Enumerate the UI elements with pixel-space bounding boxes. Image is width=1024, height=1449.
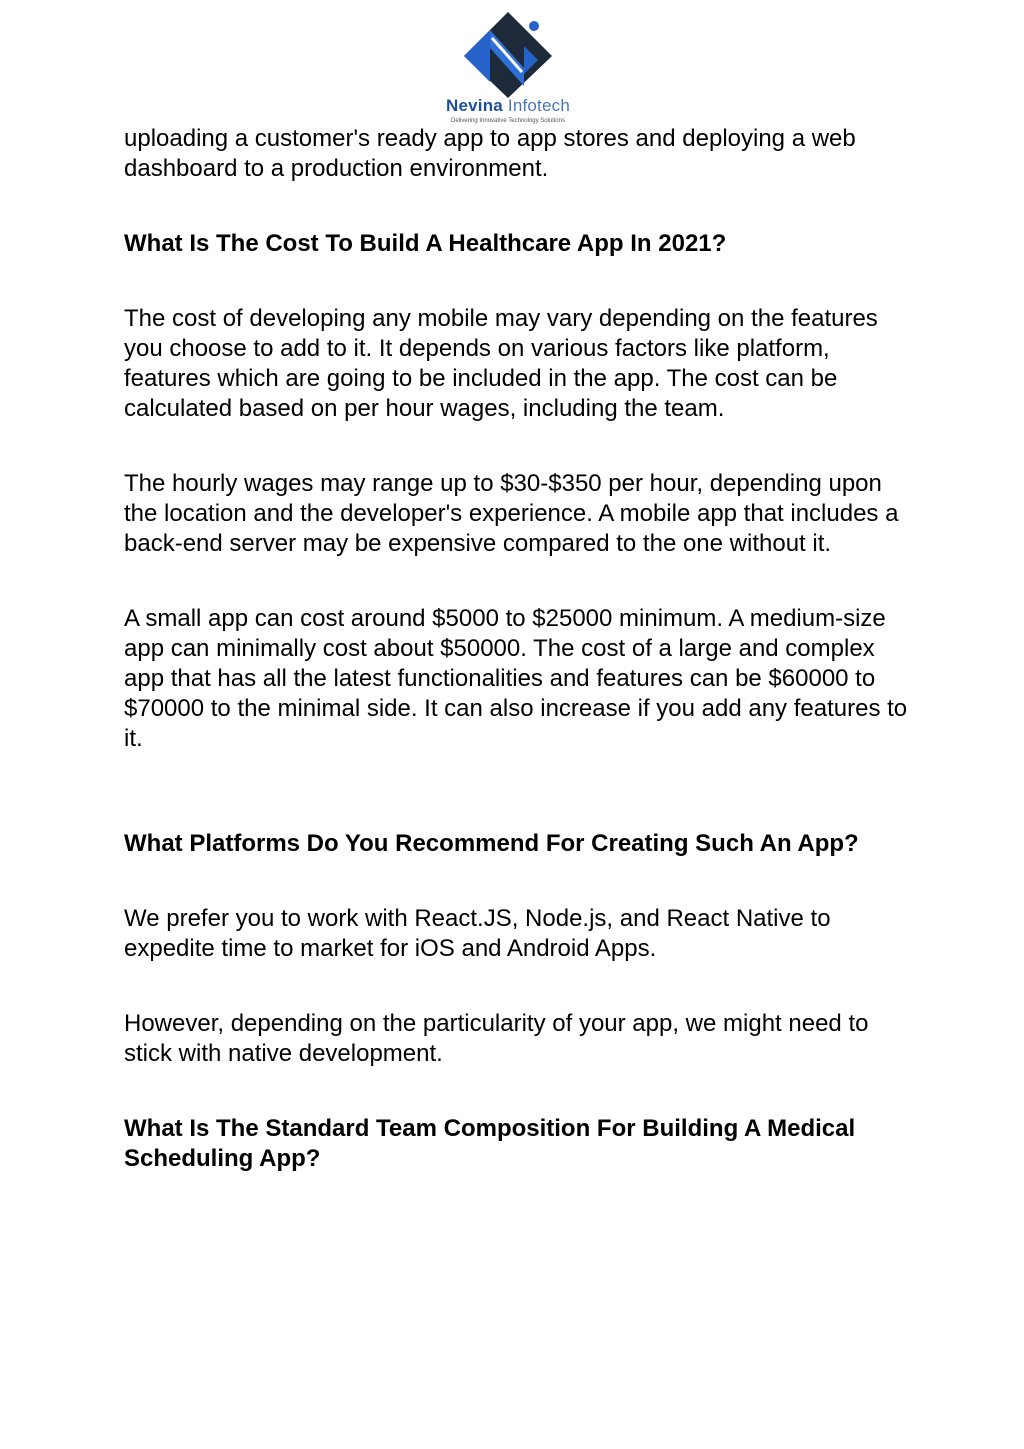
platforms-paragraph-2: However, depending on the particularity of your app, we might need to stick with native development.	[124, 1010, 869, 1067]
document-body	[124, 124, 914, 1174]
heading-platforms: What Platforms Do You Recommend For Creating Such An App?	[124, 830, 859, 857]
brand-name-part1: Nevina	[446, 96, 503, 115]
brand-tagline: Delivering Innovative Technology Solutions	[451, 118, 565, 124]
cost-paragraph-3: A small app can cost around $5000 to $25000 minimum. A medium-size app can minimally cost about $50000. The cost of a large and complex app that has all the latest functionalities and features can be $60000 to $70000 to the minimal side. It can also increase if you add any features to it.	[124, 605, 908, 752]
cost-paragraph-2: The hourly wages may range up to $30-$350 per hour, depending upon the location and the developer's experience. A mobile app that includes a back-end server may be expensive compared to the one without it.	[124, 470, 899, 557]
nevina-logo	[428, 8, 588, 130]
intro-paragraph: uploading a customer's ready app to app stores and deploying a web dashboard to a production environment.	[124, 125, 856, 182]
cost-paragraph-1: The cost of developing any mobile may vary depending on the features you choose to add to it. It depends on various factors like platform, features which are going to be included in the app. The cost can be calculated based on per hour wages, including the team.	[124, 305, 878, 422]
heading-team: What Is The Standard Team Composition For Building A Medical Scheduling App?	[124, 1115, 856, 1172]
heading-cost: What Is The Cost To Build A Healthcare App In 2021?	[124, 230, 727, 257]
brand-name	[428, 96, 588, 116]
nevina-logo-mark	[428, 8, 588, 98]
platforms-paragraph-1: We prefer you to work with React.JS, Node.js, and React Native to expedite time to market for iOS and Android Apps.	[124, 905, 831, 962]
brand-name-part2: Infotech	[507, 96, 570, 115]
